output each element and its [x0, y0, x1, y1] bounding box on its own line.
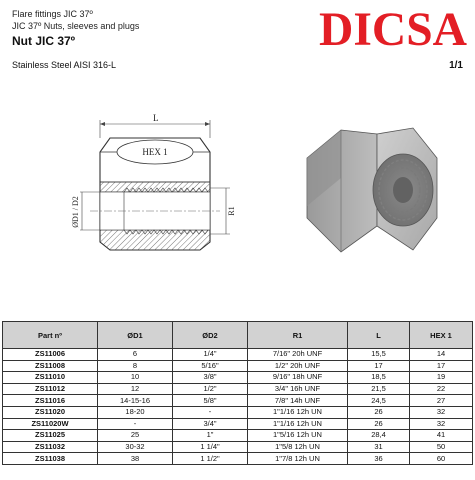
table-row [3, 383, 473, 395]
part-number-cell: ZS11012 [3, 383, 98, 395]
table-cell: 28,4 [348, 430, 410, 442]
table-cell: 1"1/16 12h UN [248, 406, 348, 418]
table-cell: 1/2" 20h UNF [248, 360, 348, 372]
table-cell: 5/16" [173, 360, 248, 372]
length-dimension [100, 113, 210, 138]
part-number-cell: ZS11038 [3, 453, 98, 465]
table-cell: 1" [173, 430, 248, 442]
table-row [3, 441, 473, 453]
table-cell: - [98, 418, 173, 430]
table-cell: 14 [410, 349, 473, 361]
part-number-cell: ZS11032 [3, 441, 98, 453]
table-row [3, 418, 473, 430]
table-cell: 38 [98, 453, 173, 465]
table-cell: 18-20 [98, 406, 173, 418]
table-cell: 1"5/16 12h UN [248, 430, 348, 442]
length-label: L [153, 113, 159, 123]
table-cell: 21,5 [348, 383, 410, 395]
part-number-cell: ZS11016 [3, 395, 98, 407]
table-cell: 1"7/8 12h UN [248, 453, 348, 465]
table-cell: 32 [410, 418, 473, 430]
table-cell: 17 [410, 360, 473, 372]
table-cell: 27 [410, 395, 473, 407]
table-cell: 22 [410, 383, 473, 395]
table-cell: 6 [98, 349, 173, 361]
technical-drawing [66, 112, 241, 262]
part-number-cell: ZS11020 [3, 406, 98, 418]
table-cell: 1"1/16 12h UN [248, 418, 348, 430]
table-cell: 24,5 [348, 395, 410, 407]
page-title: Nut JIC 37º [12, 34, 76, 48]
table-cell: 14-15-16 [98, 395, 173, 407]
table-row [3, 406, 473, 418]
table-cell: 26 [348, 418, 410, 430]
table-cell: 3/4" [173, 418, 248, 430]
nut-3d-render [285, 118, 445, 258]
table-cell: 7/8" 14h UNF [248, 395, 348, 407]
table-cell: 3/8" [173, 372, 248, 384]
column-header: L [348, 322, 410, 349]
table-row [3, 395, 473, 407]
table-cell: 31 [348, 441, 410, 453]
table-cell: 30-32 [98, 441, 173, 453]
table-cell: 15,5 [348, 349, 410, 361]
column-header: R1 [248, 322, 348, 349]
part-number-cell: ZS11010 [3, 372, 98, 384]
part-number-cell: ZS11006 [3, 349, 98, 361]
part-number-cell: ZS11025 [3, 430, 98, 442]
table-cell: 19 [410, 372, 473, 384]
material-label: Stainless Steel AISI 316-L [12, 60, 117, 70]
table-cell: 10 [98, 372, 173, 384]
table-cell: 18,5 [348, 372, 410, 384]
part-number-cell: ZS11020W [3, 418, 98, 430]
table-cell: 1"5/8 12h UN [248, 441, 348, 453]
table-row [3, 453, 473, 465]
diameter-label: ØD1 / D2 [71, 196, 80, 228]
table-row [3, 360, 473, 372]
dimensions-table [2, 321, 473, 465]
thread-label: R1 [227, 206, 236, 216]
logo-text: DICSA [319, 3, 468, 51]
column-header: HEX 1 [410, 322, 473, 349]
header-line-1: Flare fittings JIC 37º [12, 9, 93, 19]
dicsa-logo [318, 3, 468, 51]
table-header-row [3, 322, 473, 349]
part-number-cell: ZS11008 [3, 360, 98, 372]
table-cell: 1/2" [173, 383, 248, 395]
table-cell: 60 [410, 453, 473, 465]
column-header: ØD1 [98, 322, 173, 349]
table-cell: 26 [348, 406, 410, 418]
table-cell: 25 [98, 430, 173, 442]
page-number: 1/1 [449, 60, 463, 71]
table-cell: 12 [98, 383, 173, 395]
table-row [3, 430, 473, 442]
table-cell: 41 [410, 430, 473, 442]
table-cell: 3/4" 16h UNF [248, 383, 348, 395]
table-cell: 8 [98, 360, 173, 372]
table-cell: 1/4" [173, 349, 248, 361]
table-cell: 1 1/2" [173, 453, 248, 465]
table-cell: 17 [348, 360, 410, 372]
table-row [3, 349, 473, 361]
table-cell: 7/16" 20h UNF [248, 349, 348, 361]
table-cell: 36 [348, 453, 410, 465]
table-row [3, 372, 473, 384]
table-cell: - [173, 406, 248, 418]
table-cell: 50 [410, 441, 473, 453]
table-cell: 1 1/4" [173, 441, 248, 453]
header-line-2: JIC 37º Nuts, sleeves and plugs [12, 21, 140, 31]
column-header: ØD2 [173, 322, 248, 349]
column-header: Part nº [3, 322, 98, 349]
table-cell: 5/8" [173, 395, 248, 407]
table-cell: 9/16" 18h UNF [248, 372, 348, 384]
table-cell: 32 [410, 406, 473, 418]
hex-label: HEX 1 [142, 147, 168, 157]
